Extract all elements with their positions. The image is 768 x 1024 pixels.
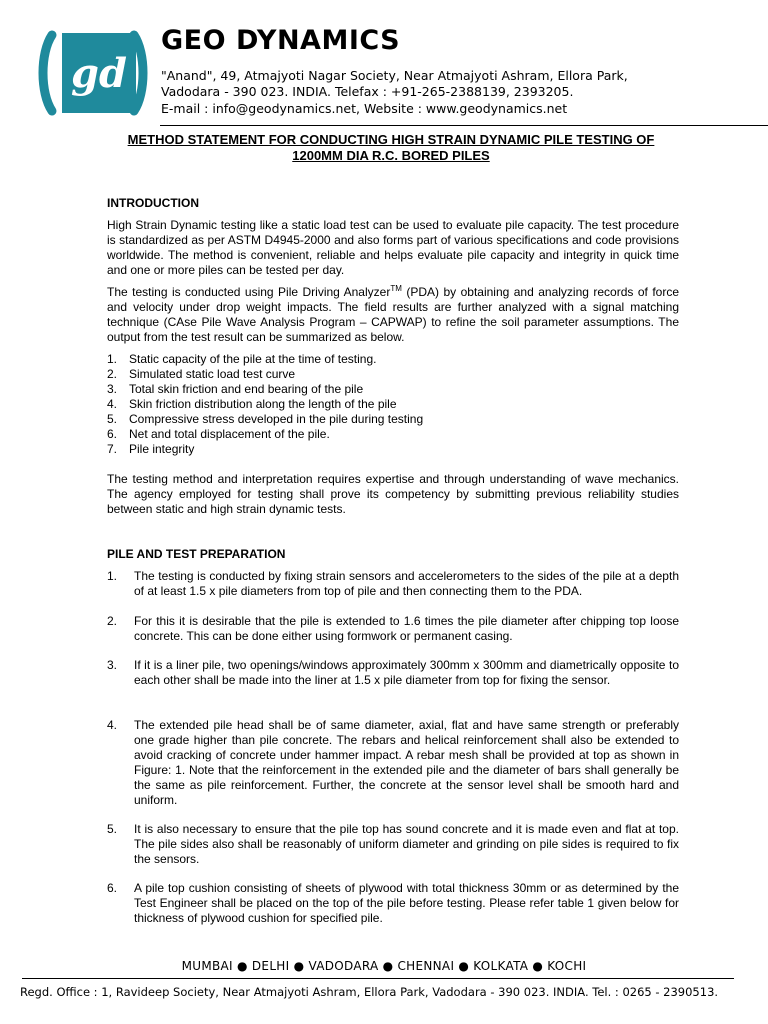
prep-item-text: It is also necessary to ensure that the pile top has sound concrete and it is made even and flat at top. The pile sides also shall be reasonably of uniform diameter and grinding on pile sides is required to fix the sensors. (134, 822, 679, 866)
list-item-number: 5. (107, 412, 118, 426)
prep-item-text: A pile top cushion consisting of sheets of plywood with total thickness 30mm or as determined by the Test Engineer shall be placed on the top of the pile before testing. Please refer table 1 given below for thickness of plywood cushion for specified pile. (134, 881, 679, 925)
prep-item (107, 569, 679, 599)
list-item-number: 1. (107, 352, 118, 366)
list-item-number: 2. (107, 367, 118, 381)
intro-paragraph-2-start: The testing is conducted using Pile Driving Analyzer (107, 285, 391, 299)
registered-office: Regd. Office : 1, Ravideep Society, Near Atmajyoti Ashram, Ellora Park, Vadodara - 390 023. INDIA. Tel. : 0265 - 2390513. (20, 985, 719, 999)
prep-item (107, 614, 679, 644)
prep-item (107, 881, 679, 926)
list-item-number: 6. (107, 427, 118, 441)
prep-item-text: If it is a liner pile, two openings/windows approximately 300mm x 300mm and diametrically opposite to each other shall be made into the liner at 1.5 x pile diameter from top for fixing the sensor. (134, 658, 679, 687)
header-divider (160, 125, 768, 126)
trademark-mark: TM (390, 284, 402, 293)
list-item-text: Total skin friction and end bearing of the pile (129, 382, 364, 396)
list-item (107, 427, 423, 442)
list-item (107, 412, 423, 427)
prep-item-text: The testing is conducted by fixing strain sensors and accelerometers to the sides of the pile at a depth of at least 1.5 x pile diameters from top of pile and then connecting them to the PDA. (134, 569, 679, 598)
list-item-number: 3. (107, 382, 118, 396)
prep-item (107, 822, 679, 867)
list-item-text: Simulated static load test curve (129, 367, 296, 381)
preparation-heading: PILE AND TEST PREPARATION (107, 547, 286, 561)
intro-paragraph-1: High Strain Dynamic testing like a static load test can be used to evaluate pile capacity. The test procedure is standardized as per ASTM D4945-2000 and also forms part of various specifications and code provisions worldwide. The method is convenient, reliable and helps evaluate pile capacity and integrity in quick time and one or more piles can be tested per day. (107, 218, 679, 277)
list-item-text: Pile integrity (129, 442, 195, 456)
introduction-heading: INTRODUCTION (107, 196, 199, 210)
prep-item-number: 6. (107, 881, 118, 895)
company-name: GEO DYNAMICS (161, 25, 401, 56)
list-item-text: Static capacity of the pile at the time of testing. (129, 352, 377, 366)
list-item-number: 7. (107, 442, 118, 456)
intro-paragraph-2 (107, 285, 679, 345)
prep-item-number: 4. (107, 718, 118, 732)
office-cities: MUMBAI ● DELHI ● VADODARA ● CHENNAI ● KOLKATA ● KOCHI (181, 959, 587, 973)
list-item-text: Skin friction distribution along the length of the pile (129, 397, 397, 411)
address-line-3: E-mail : info@geodynamics.net, Website : www.geodynamics.net (161, 101, 568, 116)
address-line-2: Vadodara - 390 023. INDIA. Telefax : +91-265-2388139, 2393205. (161, 84, 574, 99)
logo-text: gd (71, 50, 127, 97)
address-line-1: "Anand", 49, Atmajyoti Nagar Society, Near Atmajyoti Ashram, Ellora Park, (161, 68, 628, 83)
document-title-line-1: METHOD STATEMENT FOR CONDUCTING HIGH STRAIN DYNAMIC PILE TESTING OF (127, 132, 655, 147)
prep-item-number: 3. (107, 658, 118, 672)
list-item (107, 397, 423, 412)
prep-item (107, 718, 679, 808)
intro-paragraph-3: The testing method and interpretation requires expertise and through understanding of wave mechanics. The agency employed for testing shall prove its competency by submitting previous reliability studies between static and high strain dynamic tests. (107, 472, 679, 516)
document-title-line-2: 1200MM DIA R.C. BORED PILES (292, 148, 490, 163)
list-item (107, 352, 423, 367)
list-item (107, 382, 423, 397)
prep-item-text: For this it is desirable that the pile is extended to 1.6 times the pile diameter after chipping top loose concrete. This can be done either using formwork or permanent casing. (134, 614, 679, 643)
list-item-number: 4. (107, 397, 118, 411)
prep-item-text: The extended pile head shall be of same diameter, axial, flat and have same strength or preferably one grade higher than pile concrete. The rebars and helical reinforcement shall also be extended to avoid cracking of concrete under hammer impact. A rebar mesh shall be provided at top as shown in Figure: 1. Note that the reinforcement in the extended pile and the diameter of bars shall generally be the same as pile reinforcement. Further, the concrete at the sensor level shall be smooth hard and uniform. (134, 718, 679, 807)
prep-item (107, 658, 679, 688)
prep-item-number: 5. (107, 822, 118, 836)
prep-item-number: 1. (107, 569, 118, 583)
list-item-text: Net and total displacement of the pile. (129, 427, 330, 441)
list-item (107, 367, 423, 382)
company-logo (38, 27, 148, 119)
footer-divider (22, 978, 734, 979)
list-item-text: Compressive stress developed in the pile during testing (129, 412, 424, 426)
list-item (107, 442, 423, 457)
intro-paragraph-2-rest: (PDA) by obtaining and analyzing records of force and velocity under drop weight impacts. The field results are further analyzed with a signal matching technique (CAse Pile Wave Analysis Program – CAPWAP) to refine the soil parameter assumptions. The output from the test result can be summarized as below. (107, 285, 679, 344)
prep-item-number: 2. (107, 614, 118, 628)
results-list (107, 352, 423, 457)
